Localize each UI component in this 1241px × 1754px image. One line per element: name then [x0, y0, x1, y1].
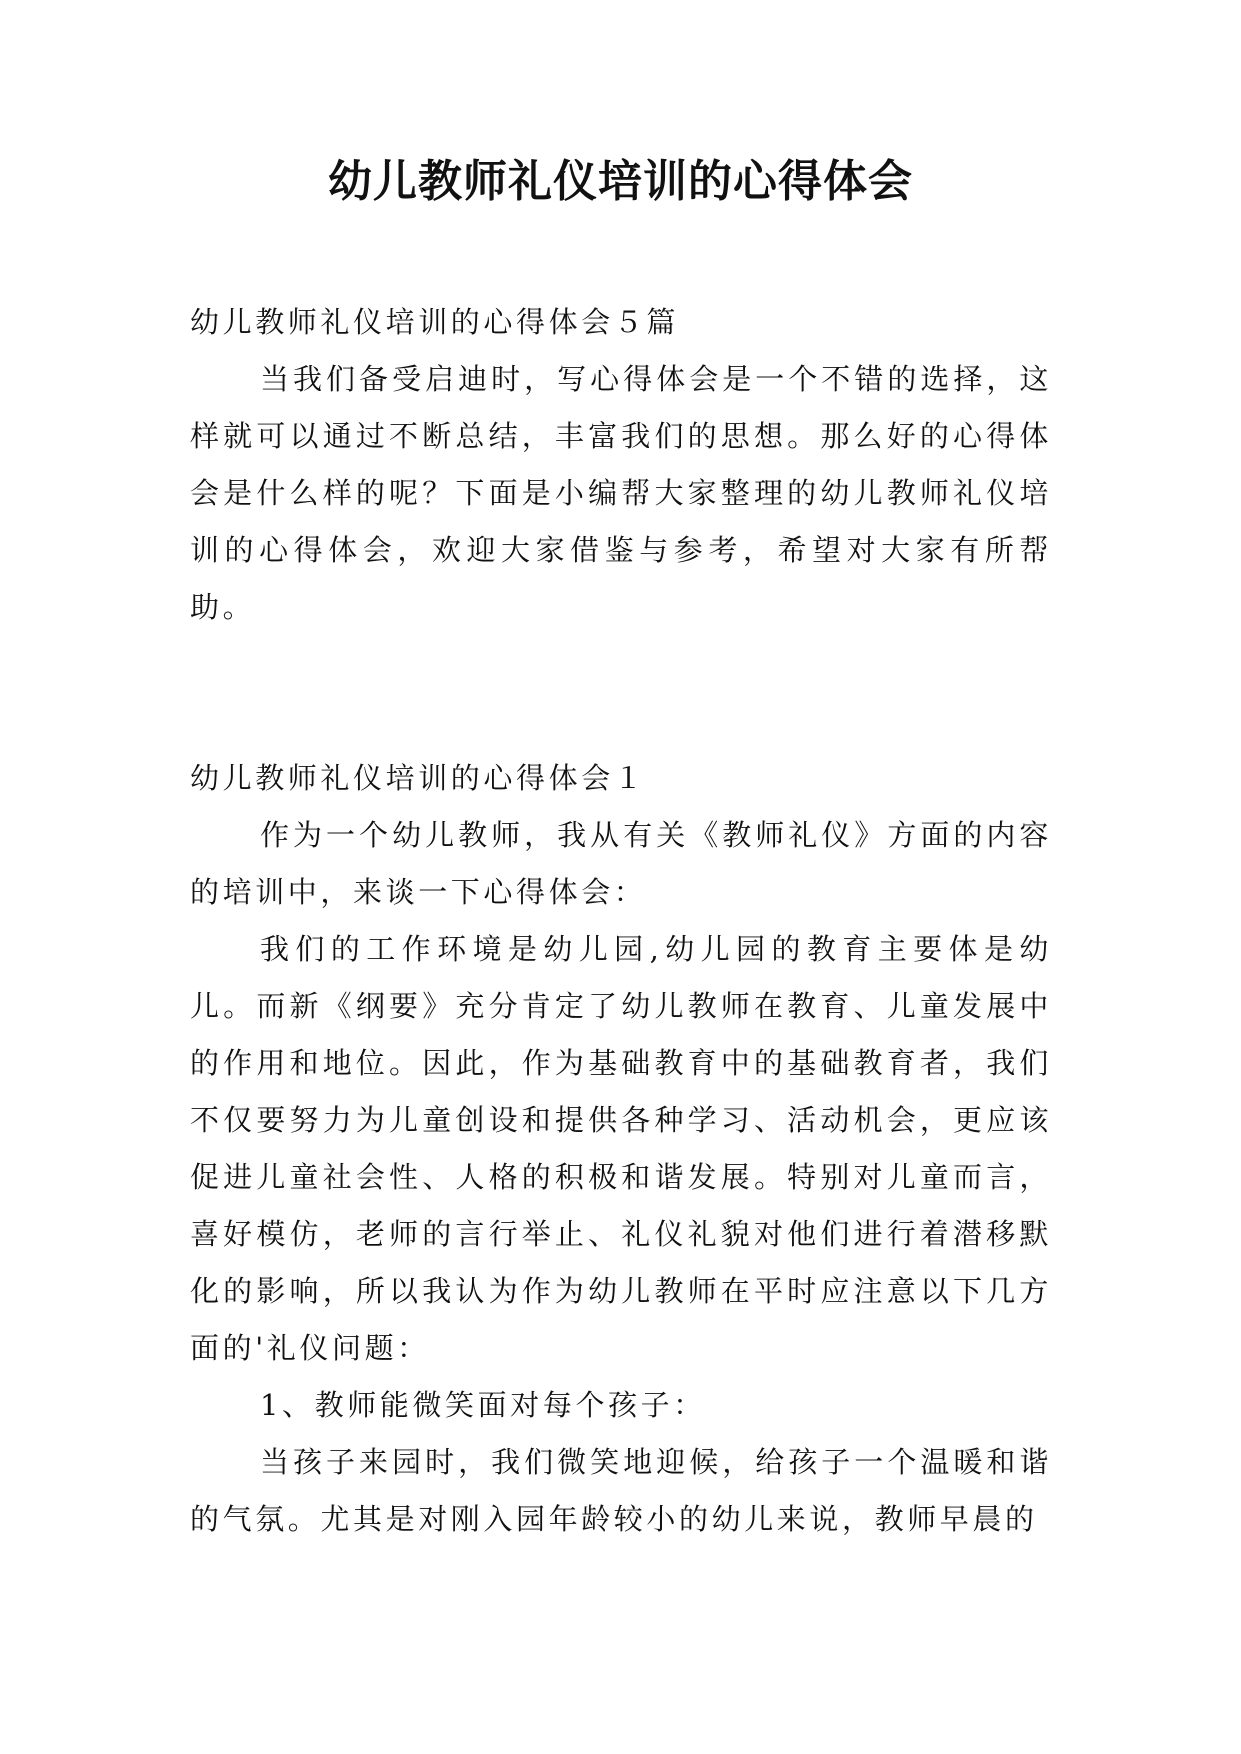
body-paragraph: 我们的工作环境是幼儿园,幼儿园的教育主要体是幼儿。而新《纲要》充分肯定了幼儿教师在教育、儿童发展中的作用和地位。因此，作为基础教育中的基础教育者，我们不仅要努力为儿童创设和提供各种学习、活动机会，更应该促进儿童社会性、人格的积极和谐发展。特别对儿童而言，喜好模仿，老师的言行举止、礼仪礼貌对他们进行着潜移默化的影响，所以我认为作为幼儿教师在平时应注意以下几方面的'礼仪问题： — [190, 932, 1052, 1365]
intro-paragraph: 当我们备受启迪时，写心得体会是一个不错的选择，这样就可以通过不断总结，丰富我们的思想。那么好的心得体会是什么样的呢？下面是小编帮大家整理的幼儿教师礼仪培训的心得体会，欢迎大家借鉴与参考，希望对大家有所帮助。 — [190, 362, 1052, 624]
body-paragraph: 当孩子来园时，我们微笑地迎候，给孩子一个温暖和谐的气氛。尤其是对刚入园年龄较小的幼儿来说，教师早晨的 — [190, 1445, 1052, 1536]
section-heading-1: 幼儿教师礼仪培训的心得体会１ — [190, 761, 647, 795]
body-paragraph: 作为一个幼儿教师，我从有关《教师礼仪》方面的内容的培训中，来谈一下心得体会： — [190, 818, 1052, 909]
list-item-heading: 1、教师能微笑面对每个孩子： — [260, 1388, 706, 1422]
document-title: 幼儿教师礼仪培训的心得体会 — [328, 156, 913, 207]
section-spacer — [190, 636, 1052, 750]
document-body — [190, 294, 1052, 1548]
subtitle-line: 幼儿教师礼仪培训的心得体会５篇 — [190, 305, 680, 339]
